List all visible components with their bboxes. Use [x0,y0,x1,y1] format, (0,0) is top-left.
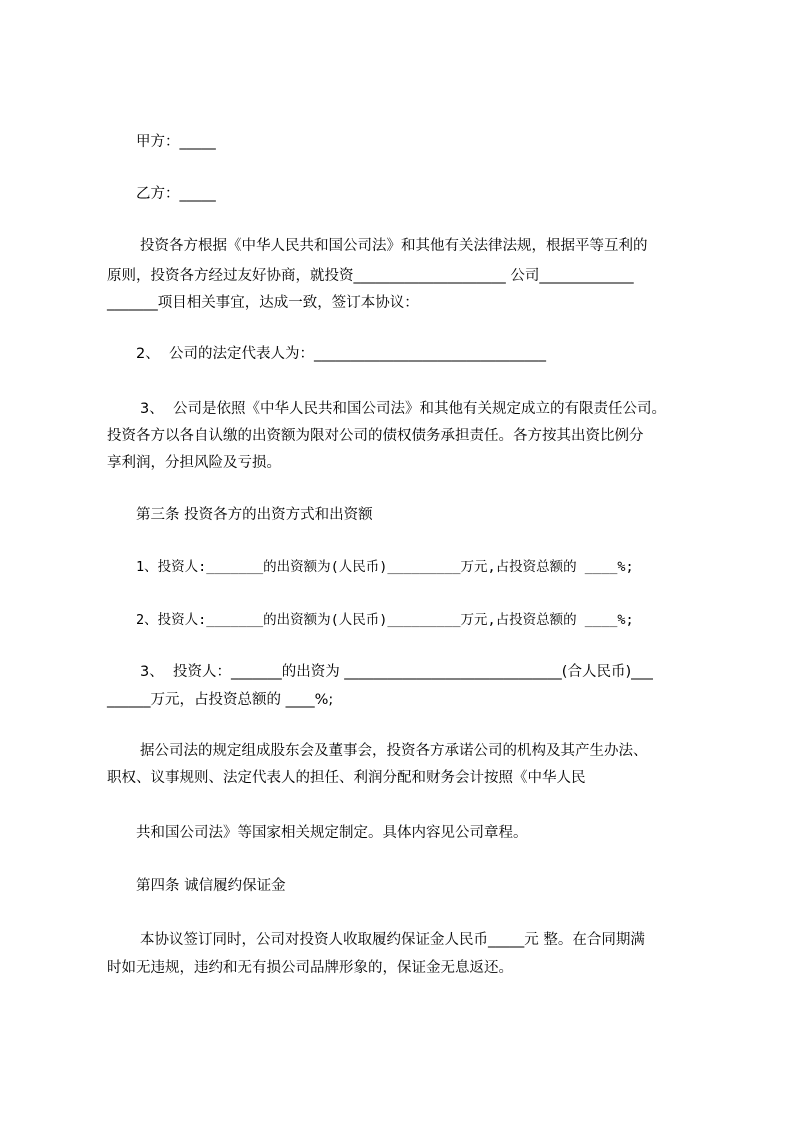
investor-3-line-2: ______万元，占投资总额的 ____%; [107,692,334,708]
intro-line-1: 投资各方根据《中华人民共和国公司法》和其他有关法律法规，根据平等互利的 [140,238,648,254]
party-b-line: 乙方：_____ [136,186,216,202]
governance-line-2: 职权、议事规则、法定代表人的担任、利润分配和财务会计按照《中华人民 [107,770,586,786]
intro-line-2: 原则，投资各方经过友好协商，就投资_____________________ 公司_____________ [107,268,634,284]
investor-3-line-1: 3、 投资人：_______的出资为 ______________________________(合人民币)___ [140,664,653,680]
clause-3-line-3: 享利润，分担风险及亏损。 [107,455,281,471]
clause-2-line: 2、 公司的法定代表人为：________________________________ [136,346,546,362]
article-4-title: 第四条 诚信履约保证金 [136,878,286,894]
deposit-line-1: 本协议签订同时，公司对投资人收取履约保证金人民币_____元 整。在合同期满 [140,932,645,948]
deposit-line-2: 时如无违规，违约和无有损公司品牌形象的，保证金无息返还。 [107,960,513,976]
intro-line-3: _______项目相关事宜，达成一致，签订本协议： [107,295,419,311]
governance-line-3: 共和国公司法》等国家相关规定制定。具体内容见公司章程。 [136,825,528,841]
clause-3-line-1: 3、 公司是依照《中华人民共和国公司法》和其他有关规定成立的有限责任公司。 [140,401,666,417]
investor-1-line: 1、投资人:_______的出资额为(人民币)_________万元,占投资总额的 ____%; [136,559,634,575]
investor-2-line: 2、投资人:_______的出资额为(人民币)_________万元,占投资总额的 ____%; [136,612,634,628]
governance-line-1: 据公司法的规定组成股东会及董事会，投资各方承诺公司的机构及其产生办法、 [140,743,648,759]
article-3-title: 第三条 投资各方的出资方式和出资额 [136,507,373,523]
clause-3-line-2: 投资各方以各自认缴的出资额为限对公司的债权债务承担责任。各方按其出资比例分 [107,428,644,444]
party-a-line: 甲方：_____ [136,134,216,150]
